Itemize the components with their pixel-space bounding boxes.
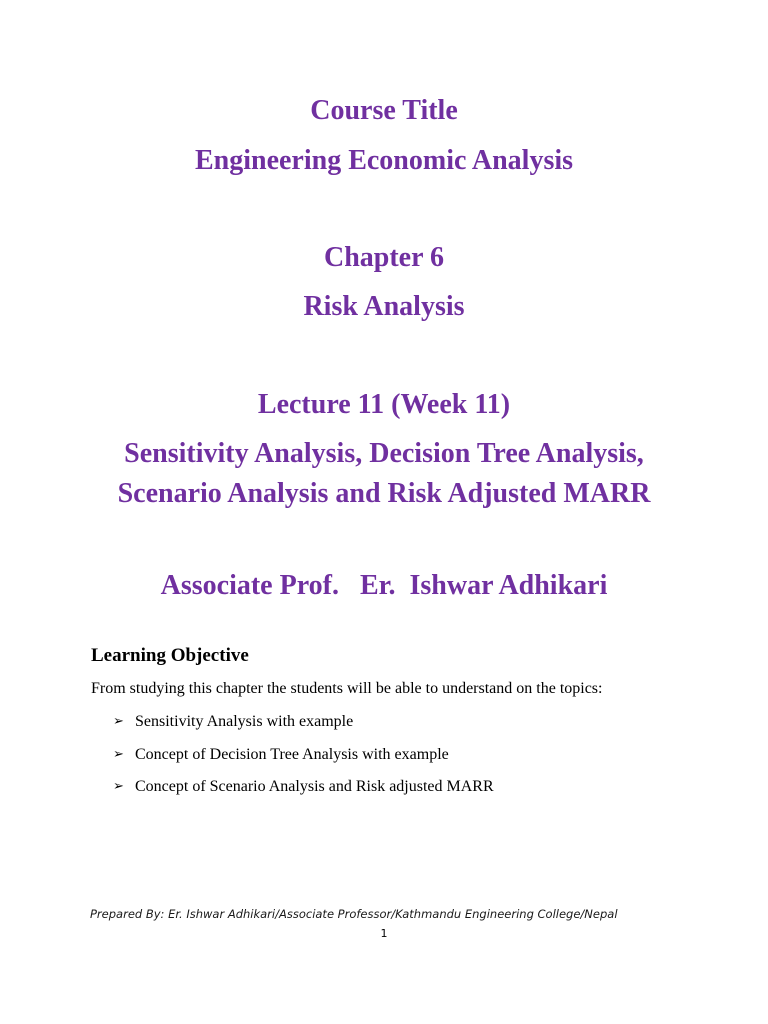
learning-objective-intro: From studying this chapter the students will be able to understand on the topics: [91,680,603,697]
chapter-number: Chapter 6 [323,242,445,273]
lecture-topics-line-1: Sensitivity Analysis, Decision Tree Analysis, [124,438,644,469]
arrowhead-bullet-icon: ➢ [113,714,124,729]
lecture-title: Lecture 11 (Week 11) [257,389,511,420]
footer-prepared-by: Prepared By: Er. Ishwar Adhikari/Associate Professor/Kathmandu Engineering College/Nepal [90,907,618,921]
list-item-text: Concept of Decision Tree Analysis with example [135,745,449,763]
course-title-label: Course Title [310,95,458,126]
page-number: 1 [380,927,388,940]
arrowhead-bullet-icon: ➢ [113,746,124,762]
list-item-text: Concept of Scenario Analysis and Risk adjusted MARR [135,778,494,795]
list-item-text: Sensitivity Analysis with example [135,713,354,730]
list-item [113,745,494,778]
learning-objective-heading: Learning Objective [91,645,249,666]
author-name: Associate Prof. Er. Ishwar Adhikari [160,570,608,601]
chapter-title: Risk Analysis [303,291,465,322]
learning-objective-list [113,712,494,810]
list-item [113,712,494,745]
arrowhead-bullet-icon: ➢ [113,779,124,794]
list-item [113,777,494,810]
lecture-topics-line-2: Scenario Analysis and Risk Adjusted MARR [117,478,651,509]
course-name: Engineering Economic Analysis [194,145,574,176]
